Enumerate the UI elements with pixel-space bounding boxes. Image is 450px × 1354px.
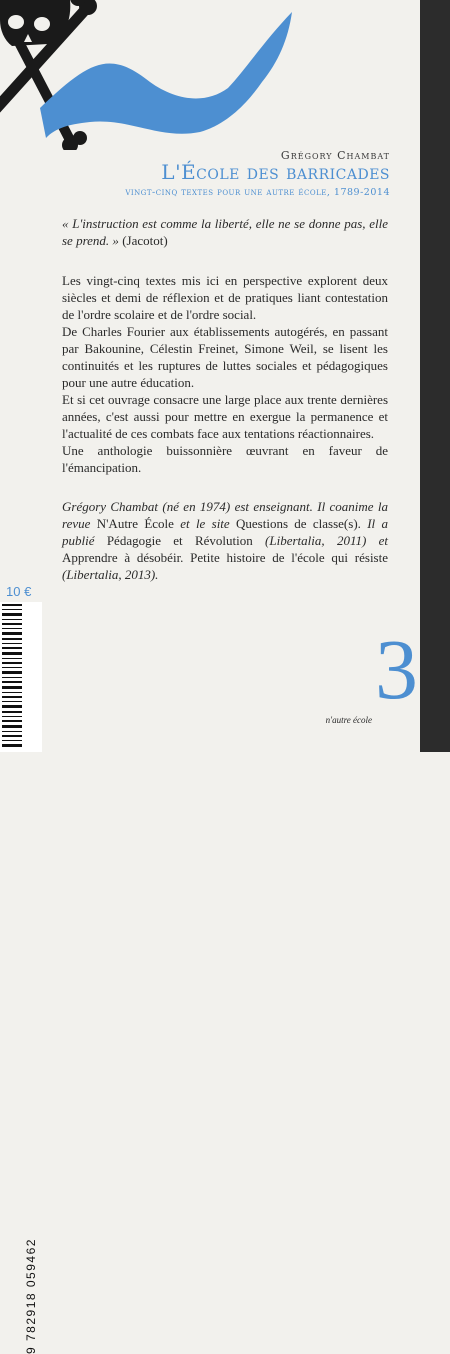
blue-flag-shape	[40, 12, 292, 138]
blurb-paragraph: Et si cet ouvrage consacre une large place aux trente dernières années, c'est aussi pour mettre en exergue la permanence et l'actualité de ces combats face aux tentations réactionnaires.	[62, 392, 388, 441]
blurb	[62, 272, 388, 476]
bio-text: Il a publié	[62, 516, 388, 548]
author-bio	[62, 498, 388, 583]
book-subtitle: vingt-cinq textes pour une autre école, 1789-2014	[125, 187, 390, 198]
author-name: Grégory Chambat	[280, 149, 390, 162]
price-label: 10 €	[6, 584, 32, 599]
blurb-paragraph: Une anthologie buissonnière œuvrant en faveur de l'émancipation.	[62, 443, 388, 475]
bio-text: Grégory Chambat (né en 1974) est enseignant. Il coanime la revue	[62, 499, 388, 531]
bio-text: (Libertalia, 2011) et	[252, 533, 389, 548]
bio-text: et le site	[173, 516, 236, 531]
spine-bar	[420, 0, 450, 752]
bio-text: Apprendre à désobéir. Petite histoire de l'école qui résiste	[62, 550, 388, 565]
bio-text: N'Autre École	[96, 516, 174, 531]
isbn-number: 9 782918 059462	[24, 1238, 38, 1354]
bio-text: Pédagogie et Révolution	[106, 533, 253, 548]
blurb-paragraph: Les vingt-cinq textes mis ici en perspective explorent deux siècles et demi de réflexion et de pratiques liant contestation de l'ordre scolaire et de l'ordre social.	[62, 273, 388, 322]
bio-text: (Libertalia, 2013).	[62, 567, 159, 582]
bio-text: Questions de classe(s).	[236, 516, 361, 531]
epigraph-attribution: (Jacotot)	[122, 233, 168, 248]
skull-crossbones-illustration	[0, 0, 450, 150]
collection-name: n'autre école	[325, 715, 372, 725]
barcode	[0, 602, 42, 1354]
book-title: L'École des barricades	[161, 160, 390, 184]
epigraph	[62, 215, 388, 249]
series-number: 3	[375, 621, 418, 717]
barcode-bars	[0, 602, 42, 752]
blurb-paragraph: De Charles Fourier aux établissements autogérés, en passant par Bakounine, Célestin Freinet, Simone Weil, se lisent les continuités et les ruptures de luttes sociales et pédagogiques pour une autre éducation.	[62, 324, 388, 390]
epigraph-text: « L'instruction est comme la liberté, elle ne se donne pas, elle se prend. »	[62, 216, 388, 248]
